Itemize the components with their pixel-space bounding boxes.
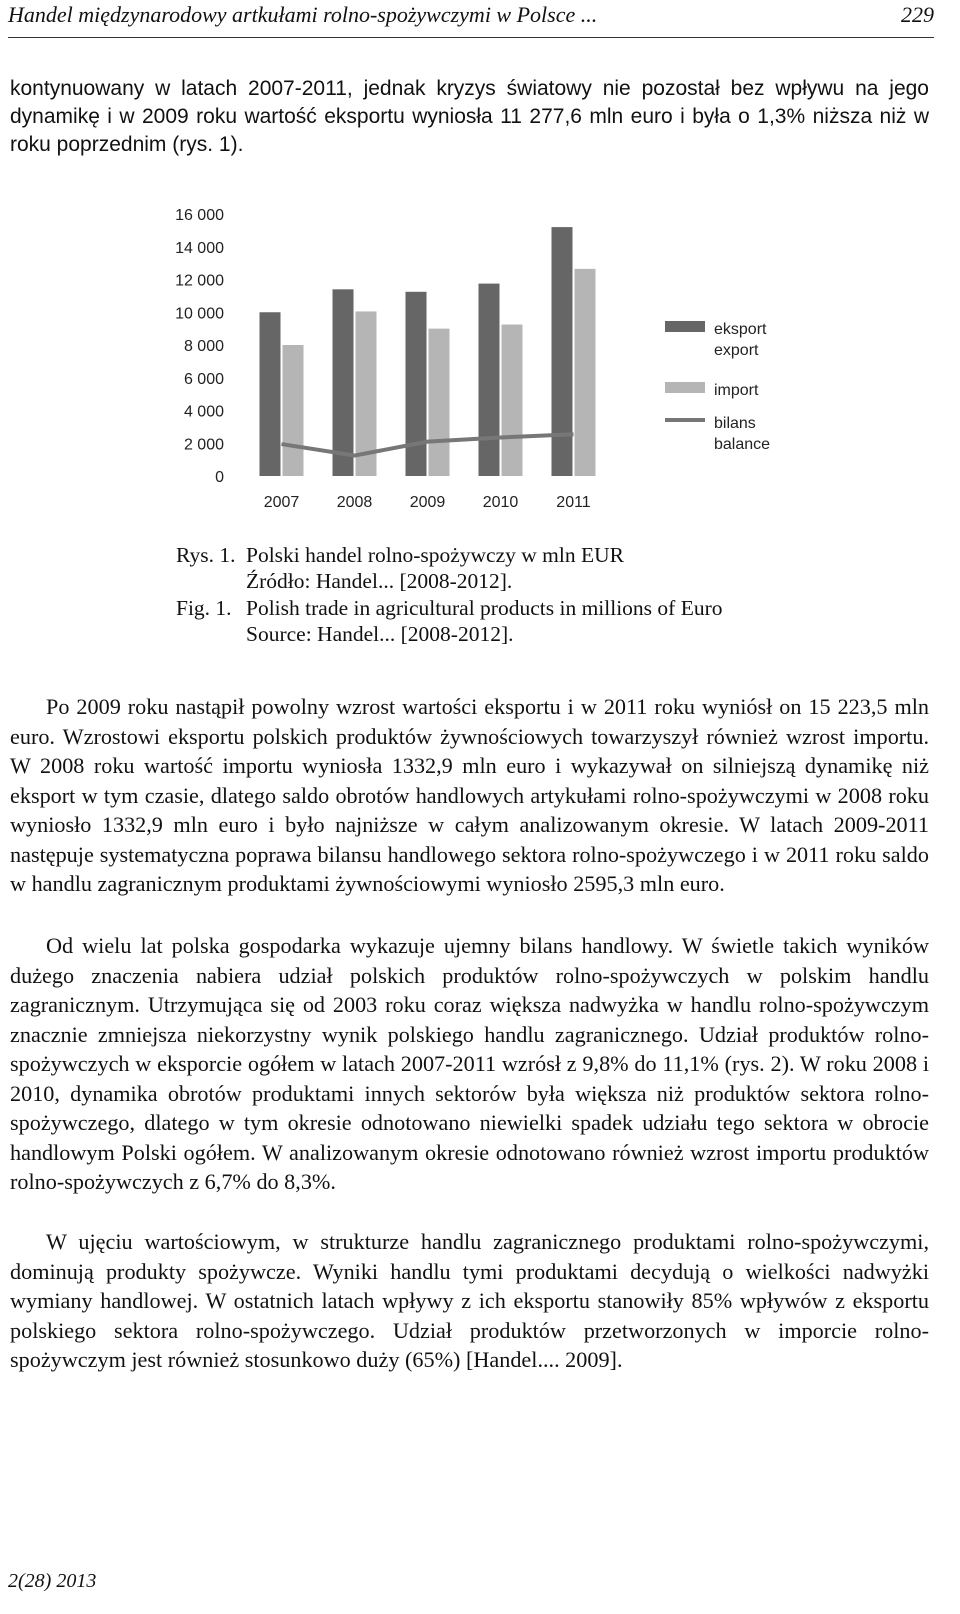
y-tick-label: 16 000 [175, 207, 224, 224]
running-title: Handel międzynarodowy artkułami rolno-spożywczymi w Polsce ... [8, 2, 598, 27]
eksport-bar [333, 289, 354, 476]
eksport-bar [260, 312, 281, 476]
x-tick-label: 2008 [336, 494, 373, 511]
caption-source-en: Source: Handel... [2008-2012]. [246, 621, 514, 646]
legend-label: bilans [714, 415, 756, 432]
y-tick-label: 12 000 [175, 272, 224, 290]
eksport-bar [552, 227, 573, 476]
intro-paragraph: kontynuowany w latach 2007-2011, jednak kryzys światowy nie pozostał bez wpływu na jego dynamikę i w 2009 roku wartość eksportu wyniosła 11 277,6 mln euro i była o 1,3% niższa niż w roku poprzednim (rys. 1). [10, 77, 929, 156]
footer-issue: 2(28) 2013 [8, 1570, 97, 1592]
bilans-line [282, 434, 574, 455]
legend-label: import [714, 382, 759, 399]
x-tick-label: 2009 [409, 494, 446, 511]
figure-caption [176, 542, 723, 647]
import-bar [429, 329, 450, 476]
y-tick-label: 10 000 [175, 305, 224, 323]
caption-title-pl: Polski handel rolno-spożywczy w mln EUR [246, 543, 624, 567]
eksport-legend-swatch [665, 321, 705, 332]
x-tick-label: 2010 [482, 494, 519, 511]
x-tick-label: 2011 [556, 494, 591, 511]
trade-chart [150, 195, 800, 525]
x-tick-label: 2007 [263, 494, 300, 511]
page-number: 229 [901, 2, 934, 27]
eksport-bar [479, 284, 500, 476]
y-tick-label: 14 000 [175, 239, 224, 257]
caption-label-en: Fig. 1. [176, 595, 232, 620]
y-tick-label: 8 000 [183, 338, 224, 355]
y-tick-label: 6 000 [183, 370, 224, 388]
body-paragraph-2: Od wielu lat polska gospodarka wykazuje ujemny bilans handlowy. W świetle takich wyników dużego znaczenia nabiera udział polskich produktów rolno-spożywczych w polskim handlu zagranicznym. Utrzymująca się od 2003 roku coraz większa nadwyżka w handlu rolno-spożywczym znacznie zmniejsza niekorzystny wynik polskiego handlu zagranicznego. Udział produktów rolno-spożywczych w eksporcie ogółem w latach 2007-2011 wzrósł z 9,8% do 11,1% (rys. 2). W roku 2008 i 2010, dynamika obrotów produktami innych sektorów była większa niż produktów sektora rolno-spożywczego, dlatego w tym okresie odnotowano niewielki spadek udziału tego sektora w obrocie handlowym Polski ogółem. W analizowanym okresie odnotowano również wzrost importu produktów rolno-spożywczych z 6,7% do 8,3%. [10, 933, 929, 1194]
y-tick-label: 2 000 [183, 436, 224, 454]
body-paragraph-1: Po 2009 roku nastąpił powolny wzrost wartości eksportu i w 2011 roku wyniósł on 15 223,5 mln euro. Wzrostowi eksportu polskich produktów żywnościowych towarzyszył również wzrost importu. W 2008 roku wartość importu wyniosła 1332,9 mln euro i wykazywał on silniejszą dynamikę niż eksport w tym czasie, dlatego saldo obrotów handlowych artykułami rolno-spożywczymi w 2008 roku wyniosło 1332,9 mln euro i było najniższe w całym analizowanym okresie. W latach 2009-2011 następuje systematyczna poprawa bilansu handlowego sektora rolno-spożywczego i w 2011 roku saldo w handlu zagranicznym produktami żywnościowymi wyniosło 2595,3 mln euro. [10, 694, 929, 896]
body-paragraph-3: W ujęciu wartościowym, w strukturze handlu zagranicznego produktami rolno-spożywczymi, dominują produkty spożywcze. Wyniki handlu tymi produktami decydują o wielkości nadwyżki wymiany handlowej. W ostatnich latach wpływy z ich eksportu stanowiły 85% wpływów z eksportu polskiego sektora rolno-spożywczego. Udział produktów przetworzonych w imporcie rolno-spożywczym jest również stosunkowo duży (65%) [Handel.... 2009]. [10, 1229, 929, 1372]
y-tick-label: 0 [215, 469, 224, 486]
import-legend-swatch [665, 382, 705, 393]
eksport-bar [406, 292, 427, 476]
running-header [8, 0, 934, 38]
caption-title-en: Polish trade in agricultural products in millions of Euro [246, 595, 723, 620]
import-bar [283, 345, 304, 476]
import-bar [575, 269, 596, 476]
y-tick-label: 4 000 [183, 403, 224, 421]
legend-label-en: balance [714, 436, 771, 453]
legend-label-en: export [714, 342, 759, 359]
caption-source-pl: Źródło: Handel... [2008-2012]. [246, 569, 513, 594]
legend-label: eksport [714, 321, 767, 338]
caption-label-pl: Rys. 1. [176, 543, 236, 567]
import-bar [502, 325, 523, 476]
